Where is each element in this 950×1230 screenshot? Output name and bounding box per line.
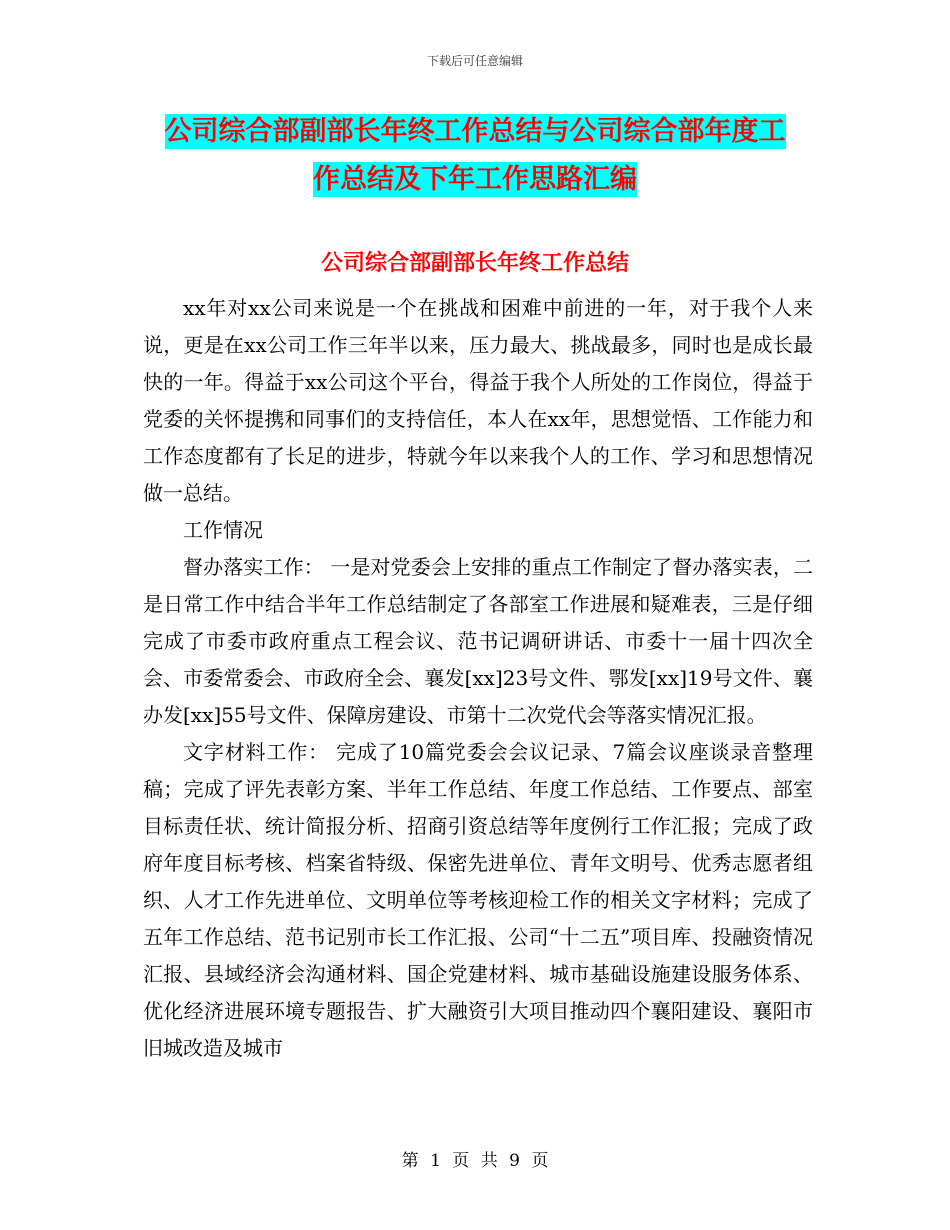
section-title: 公司综合部副部长年终工作总结 xyxy=(320,251,629,276)
page-number: 第 1 页 共 9 页 xyxy=(401,1151,549,1171)
document-body xyxy=(143,290,813,1067)
document-title-line-1: 公司综合部副部长年终工作总结与公司综合部年度工 xyxy=(164,116,786,147)
body-paragraph-heading-work: 工作情况 xyxy=(183,518,263,542)
header-note: 下载后可任意编辑 xyxy=(426,54,523,68)
body-paragraph-writing: 文字材料工作： 完成了10篇党委会会议记录、7篇会议座谈录音整理稿；完成了评先表彰方案、半年工作总结、年度工作总结、工作要点、部室目标责任状、统计简报分析、招商引资总结等年度例行工作汇报；完成了政府年度目标考核、档案省特级、保密先进单位、青年文明号、优秀志愿者组织、人才工作先进单位、文明单位等考核迎检工作的相关文字材料；完成了五年工作总结、范书记别市长工作汇报、公司“十二五”项目库、投融资情况汇报、县域经济会沟通材料、国企党建材料、城市基础设施建设服务体系、优化经济进展环境专题报告、扩大融资引大项目推动四个襄阳建设、襄阳市旧城改造及城市 xyxy=(143,740,813,1060)
document-title xyxy=(140,108,810,204)
body-paragraph-supervision: 督办落实工作： 一是对党委会上安排的重点工作制定了督办落实表，二是日常工作中结合半年工作总结制定了各部室工作进展和疑难表，三是仔细完成了市委市政府重点工程会议、范书记调研讲话、市委十一届十四次全会、市委常委会、市政府全会、襄发[xx]23号文件、鄂发[xx]19号文件、襄办发[xx]55号文件、保障房建设、市第十二次党代会等落实情况汇报。 xyxy=(143,555,813,727)
document-title-line-2: 作总结及下年工作思路汇编 xyxy=(313,164,637,195)
body-paragraph-intro: xx年对xx公司来说是一个在挑战和困难中前进的一年，对于我个人来说，更是在xx公司工作三年半以来，压力最大、挑战最多，同时也是成长最快的一年。得益于xx公司这个平台，得益于我个人所处的工作岗位，得益于党委的关怀提携和同事们的支持信任，本人在xx年，思想觉悟、工作能力和工作态度都有了长足的进步，特就今年以来我个人的工作、学习和思想情况做一总结。 xyxy=(143,296,813,505)
